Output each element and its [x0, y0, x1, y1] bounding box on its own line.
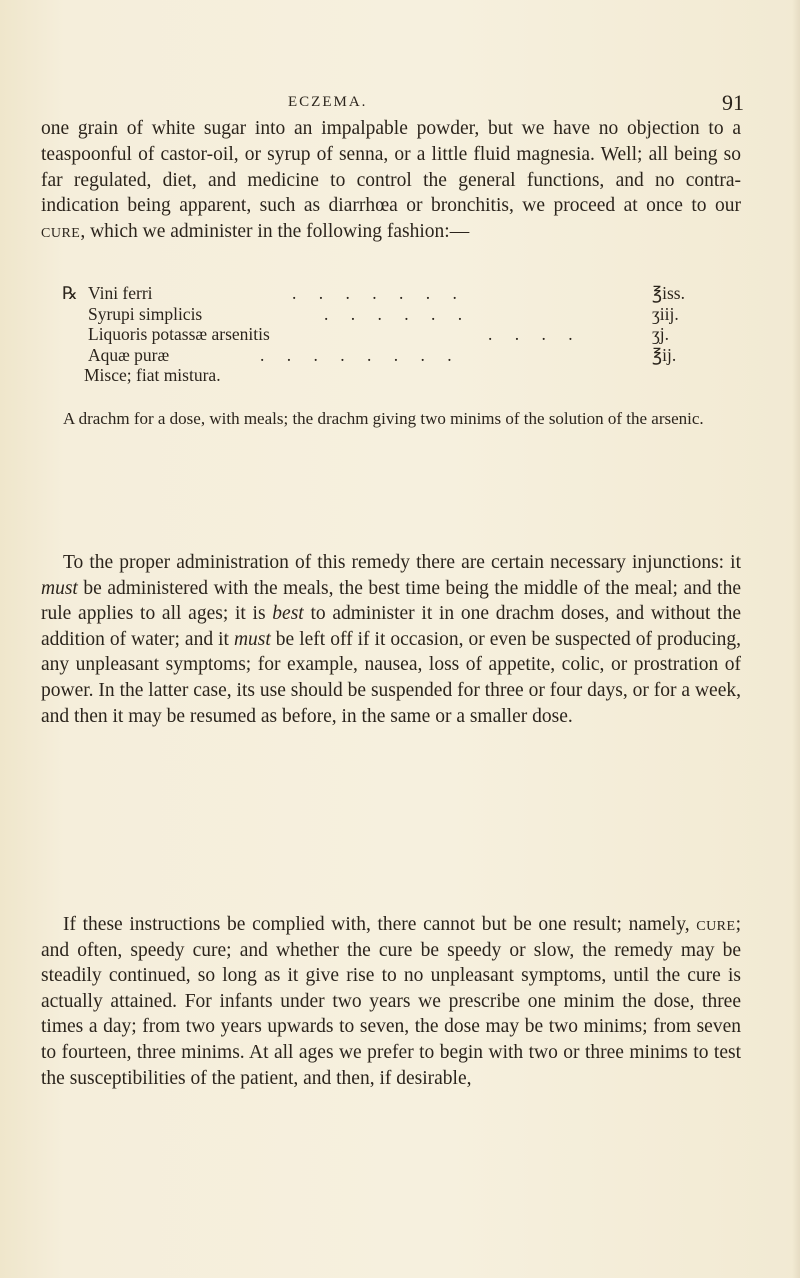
- small-caps-text: cure: [41, 221, 81, 243]
- text-run: , which we administer in the following fashion:—: [80, 221, 470, 243]
- dot-leader: . . . .: [488, 324, 582, 344]
- ingredient-name: Liquoris potassæ arsenitis: [88, 324, 270, 344]
- prescription-row: [62, 324, 722, 345]
- text-run: To the proper administration of this remedy there are certain necessary injunctions: it: [63, 552, 741, 573]
- prescription-row: [62, 283, 722, 304]
- recipe-symbol: ℞: [62, 283, 78, 303]
- paragraph-intro: [41, 116, 741, 245]
- text-run: be administered with the meals, the best time being the middle of the meal; and the rule applies to all ages; it is: [41, 577, 741, 625]
- paragraph-result: [41, 912, 741, 1091]
- text-run: be left off if it occasion, or even be suspected of producing, any unpleasant symptoms; for example, nausea, loss of appetite, colic, or prostration of power. In the latter case, its use should be suspended for three or four days, or for a week, and then it may be resumed as before, in the same or a smaller dose.: [41, 628, 741, 727]
- text-run: one grain of white sugar into an impalpable powder, but we have no objection to a teaspoonful of castor-oil, or syrup of senna, or a little fluid magnesia. Well; all being so far regulated, diet, and medicine to control the general functions, and no contra-indication being apparent, such as diarrhœa or bronchitis, we proceed at once to our: [41, 118, 741, 217]
- ingredient-quantity: ʒj.: [652, 324, 670, 344]
- dot-leader: . . . . . . . .: [260, 344, 461, 365]
- misce-line: Misce; fiat mistura.: [84, 365, 221, 385]
- ingredient-quantity: ℥ij.: [652, 344, 677, 365]
- running-title: ECZEMA.: [288, 94, 368, 110]
- emphasis-text: must: [233, 628, 271, 650]
- page-number: 91: [722, 90, 744, 115]
- emphasis-text: must: [41, 577, 78, 599]
- prescription-row: [62, 345, 722, 366]
- ingredient-quantity: ℥iss.: [652, 283, 685, 303]
- text-run: to administer it in one drachm doses, and without the addition of water; and it: [41, 603, 741, 650]
- ingredient-name: Aquæ puræ: [88, 344, 170, 365]
- prescription-row: [62, 304, 722, 325]
- dot-leader: . . . . . . .: [292, 283, 466, 303]
- ingredient-name: Vini ferri: [88, 283, 153, 303]
- page-edge-shadow: [792, 0, 800, 1278]
- dose-note: A drachm for a dose, with meals; the drachm giving two minims of the solution of the arsenic.: [63, 409, 704, 428]
- small-caps-text: cure: [696, 914, 736, 935]
- ingredient-name: Syrupi simplicis: [88, 303, 203, 324]
- prescription: [62, 283, 722, 386]
- dot-leader: . . . . . .: [324, 303, 472, 324]
- ingredient-quantity: ʒiij.: [652, 303, 679, 324]
- paragraph-administration: [41, 550, 741, 729]
- emphasis-text: best: [272, 603, 304, 625]
- text-run: ; and often, speedy cure; and whether the cure be speedy or slow, the remedy may be steadily continued, so long as it give rise to no unpleasant symptoms, until the cure is actually attained. For infants under two years we prescribe one minim the dose, three times a day; from two years upwards to seven, the dose may be two minims; from seven to fourteen, three minims. At all ages we prefer to begin with two or three minims to test the susceptibilities of the patient, and then, if desirable,: [41, 914, 741, 1089]
- text-run: If these instructions be complied with, there cannot but be one result; namely,: [63, 914, 697, 935]
